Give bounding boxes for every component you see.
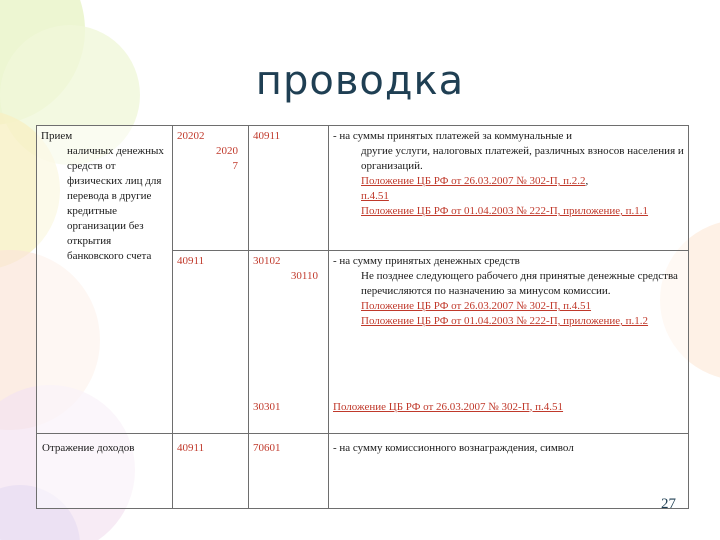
comment-cell xyxy=(329,251,689,382)
regulation-link[interactable]: Положение ЦБ РФ от 01.04.2003 № 222-П, приложение, п.1.1 xyxy=(361,205,649,217)
credit-account: 40911 xyxy=(253,130,281,142)
debit-account-cell xyxy=(173,251,249,434)
operation-cell xyxy=(37,434,173,509)
comment-text: другие услуги, налоговых платежей, различных взносов населения и организаций. xyxy=(361,145,684,172)
debit-account: 40911 xyxy=(177,442,205,454)
table-row xyxy=(37,434,689,509)
debit-account-part: 7 xyxy=(232,160,238,172)
debit-account: 40911 xyxy=(177,255,205,267)
regulation-link[interactable]: Положение ЦБ РФ от 26.03.2007 № 302-П, п.2.2 xyxy=(361,175,586,187)
comment-cell xyxy=(329,126,689,251)
credit-account-cell xyxy=(249,434,329,509)
comment-text: - на сумму комиссионного вознаграждения, символ xyxy=(333,442,574,454)
debit-account-cell xyxy=(173,126,249,251)
posting-table xyxy=(36,125,689,509)
debit-account-part: 2020 xyxy=(216,145,238,157)
debit-account: 20202 xyxy=(177,130,205,142)
debit-account-cell xyxy=(173,434,249,509)
comment-cell xyxy=(329,381,689,434)
credit-account-cell xyxy=(249,381,329,434)
regulation-link[interactable]: Положение ЦБ РФ от 26.03.2007 № 302-П, п.4.51 xyxy=(333,400,564,413)
operation-text: Отражение доходов xyxy=(42,442,135,454)
regulation-link[interactable]: п.4.51 xyxy=(361,190,389,202)
table-row xyxy=(37,126,689,251)
operation-text-first: Прием xyxy=(41,130,73,142)
comment-text: - на суммы принятых платежей за коммунальные и xyxy=(333,130,573,142)
credit-account-cell xyxy=(249,251,329,382)
comment-text: - на сумму принятых денежных средств xyxy=(333,255,520,267)
operation-text-rest: наличных денежных средств от физических лиц для перевода в другие кредитные организации без открытия банковского счета xyxy=(67,145,164,262)
link-separator: , xyxy=(585,175,589,187)
slide-title: проводка xyxy=(255,58,465,104)
regulation-link[interactable]: Положение ЦБ РФ от 26.03.2007 № 302-П, п.4.51 xyxy=(361,300,592,312)
comment-text: Не позднее следующего рабочего дня принятые денежные средства перечисляются по назначению за минусом комиссии. xyxy=(361,270,678,297)
comment-cell xyxy=(329,434,689,509)
page-number: 27 xyxy=(661,496,676,512)
credit-account: 30301 xyxy=(253,400,281,413)
regulation-link[interactable]: Положение ЦБ РФ от 01.04.2003 № 222-П, приложение, п.1.2 xyxy=(361,315,649,327)
credit-account-part: 30110 xyxy=(290,270,318,282)
operation-cell xyxy=(37,126,173,434)
credit-account: 70601 xyxy=(253,442,281,454)
credit-account-cell xyxy=(249,126,329,251)
credit-account: 30102 xyxy=(253,255,281,267)
